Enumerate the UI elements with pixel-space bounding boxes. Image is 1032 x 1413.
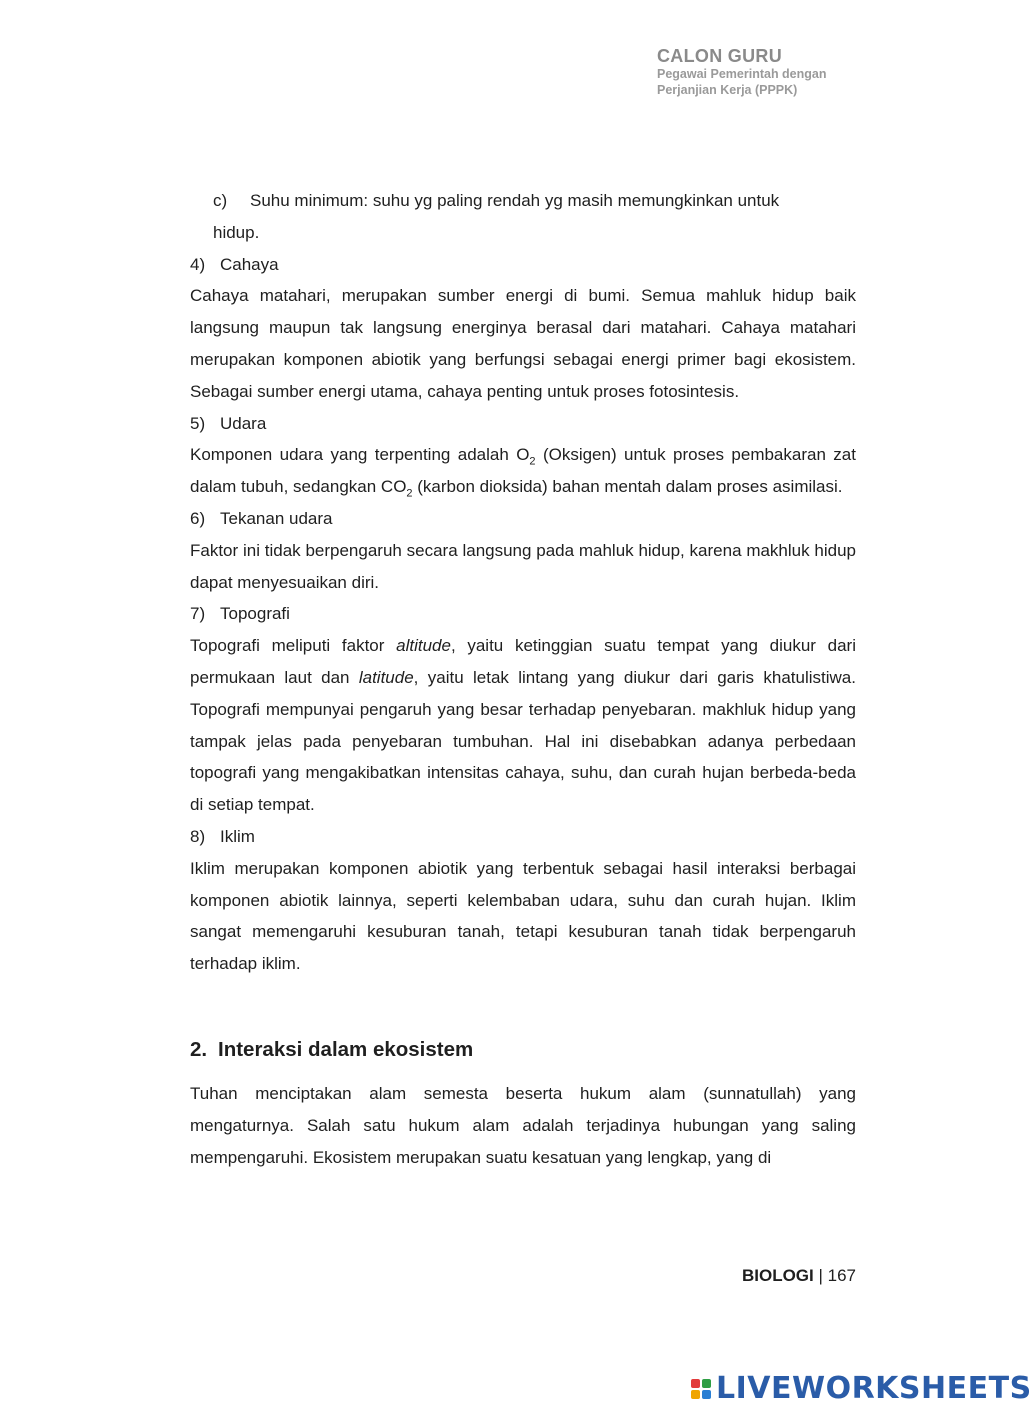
heading-number: 8) <box>190 826 206 846</box>
footer-separator: | <box>813 1266 828 1285</box>
text-span: (Oksigen) untuk proses pembakaran zat dalam tubuh, sedangkan CO <box>190 445 856 497</box>
section-title: Interaksi dalam ekosistem <box>218 1037 474 1061</box>
heading-number: 4) <box>190 254 206 274</box>
list-item-label: c) <box>213 191 228 210</box>
header-subtitle-line1: Pegawai Pemerintah dengan <box>657 67 827 81</box>
italic-term: altitude <box>396 636 451 656</box>
page-number: 167 <box>827 1266 856 1285</box>
section-heading-interaksi <box>190 1034 856 1066</box>
subscript: 2 <box>406 487 413 500</box>
text-span: (karbon dioksida) bahan mentah dalam proses asimilasi. <box>412 477 843 497</box>
heading-cahaya <box>190 249 856 281</box>
heading-number: 6) <box>190 508 206 528</box>
heading-number: 7) <box>190 604 206 624</box>
subscript: 2 <box>529 455 536 468</box>
watermark-text: LIVEWORKSHEETS <box>716 1371 1032 1406</box>
header-subtitle-line2: Perjanjian Kerja (PPPK) <box>657 83 798 97</box>
text-span: Topografi meliputi faktor <box>190 636 397 656</box>
footer-subject: BIOLOGI <box>741 1266 814 1285</box>
paragraph-udara <box>190 439 856 503</box>
page-footer <box>742 1266 856 1286</box>
heading-text: Topografi <box>220 604 290 624</box>
page-header <box>657 46 977 98</box>
heading-text: Tekanan udara <box>220 508 333 528</box>
heading-text: Udara <box>220 413 267 433</box>
italic-term: latitude <box>358 667 414 687</box>
text-span: , yaitu letak lintang yang diukur dari garis khatulistiwa. Topografi mempunyai pengaruh yang besar terhadap penyebaran. makhluk hidup yang tampak jelas pada penyebaran tumbuhan. Hal ini disebabkan adanya perbedaan topografi yang mengakibatkan intensitas cahaya, suhu, dan curah hujan berbeda-beda di setiap tempat. <box>190 667 856 815</box>
text-span: Komponen udara yang terpenting adalah O <box>190 445 530 465</box>
paragraph-tekanan-udara: Faktor ini tidak berpengaruh secara langsung pada mahluk hidup, karena makhluk hidup dapat menyesuaikan diri. <box>190 540 856 592</box>
section-number: 2. <box>190 1037 208 1061</box>
header-brand: CALON GURU <box>657 46 782 66</box>
heading-topografi <box>190 598 856 630</box>
heading-udara <box>190 408 856 440</box>
liveworksheets-logo-icon <box>691 1379 711 1399</box>
paragraph-interaksi: Tuhan menciptakan alam semesta beserta hukum alam (sunnatullah) yang mengaturnya. Salah satu hukum alam adalah terjadinya hubungan yang saling mempengaruhi. Ekosistem merupakan suatu kesatuan yang lengkap, yang di <box>190 1083 856 1167</box>
list-item-text: Suhu minimum: suhu yg paling rendah yg masih memungkinkan untuk <box>250 191 780 210</box>
list-item-text-cont: hidup. <box>213 222 260 242</box>
paragraph-cahaya: Cahaya matahari, merupakan sumber energi di bumi. Semua mahluk hidup baik langsung maupun tak langsung energinya berasal dari matahari. Cahaya matahari merupakan komponen abiotik yang berfungsi sebagai energi primer bagi ekosistem. Sebagai sumber energi utama, cahaya penting untuk proses fotosintesis. <box>190 286 856 401</box>
paragraph-topografi <box>190 630 856 821</box>
heading-iklim <box>190 821 856 853</box>
list-item-suhu-minimum <box>190 185 856 249</box>
heading-tekanan-udara <box>190 503 856 535</box>
heading-text: Iklim <box>220 826 255 846</box>
text-span: , yaitu ketinggian suatu tempat yang diukur dari permukaan laut dan <box>190 636 856 687</box>
heading-number: 5) <box>190 413 206 433</box>
page-content <box>190 185 856 1173</box>
heading-text: Cahaya <box>220 254 279 274</box>
paragraph-iklim: Iklim merupakan komponen abiotik yang terbentuk sebagai hasil interaksi berbagai komponen abiotik lainnya, seperti kelembaban udara, suhu dan curah hujan. Iklim sangat memengaruhi kesuburan tanah, tetapi kesuburan tanah tidak berpengaruh terhadap iklim. <box>190 858 856 974</box>
liveworksheets-watermark <box>691 1371 1032 1406</box>
